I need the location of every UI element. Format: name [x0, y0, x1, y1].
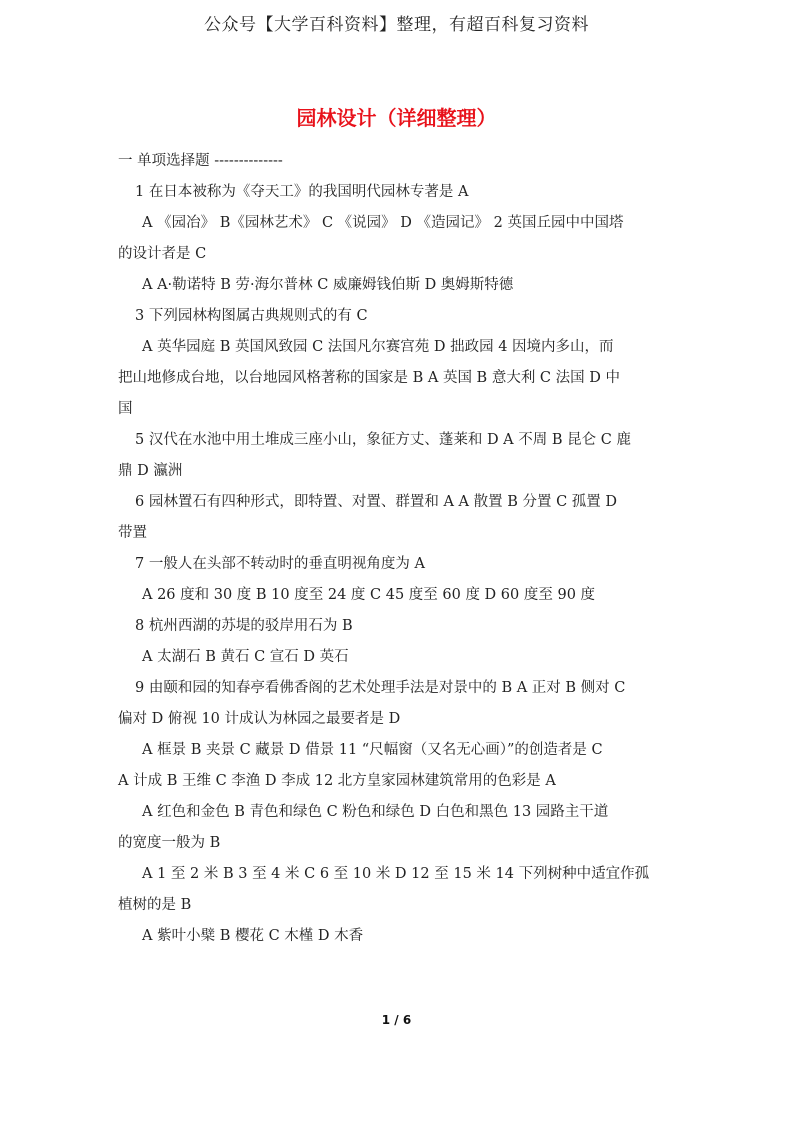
- question-2-continued: 的设计者是 C: [118, 246, 207, 262]
- question-4-continued: 把山地修成台地，以台地园风格著称的国家是 B A 英国 B 意大利 C 法国 D 中: [118, 370, 620, 386]
- question-4-continued-2: 国: [118, 401, 133, 417]
- question-5: 5 汉代在水池中用土堆成三座小山，象征方丈、蓬莱和 D A 不周 B 昆仑 C 鹿: [135, 432, 631, 448]
- question-6: 6 园林置石有四种形式，即特置、对置、群置和 A A 散置 B 分置 C 孤置 D: [135, 494, 618, 510]
- question-10-options: A 框景 B 夹景 C 藏景 D 借景 11 “尺幅窗（又名无心画）”的创造者是 C: [142, 742, 603, 758]
- question-1: 1 在日本被称为《夺天工》的我国明代园林专著是 A: [135, 184, 469, 200]
- question-14-continued: 植树的是 B: [118, 897, 192, 913]
- document-body: [118, 146, 674, 952]
- question-3: 3 下列园林构图属古典规则式的有 C: [135, 308, 368, 324]
- page-number: 1 / 6: [381, 1013, 412, 1027]
- question-7-options: A 26 度和 30 度 B 10 度至 24 度 C 45 度至 60 度 D 60 度至 90 度: [142, 587, 596, 603]
- question-8: 8 杭州西湖的苏堤的驳岸用石为 B: [135, 618, 353, 634]
- question-8-options: A 太湖石 B 黄石 C 宣石 D 英石: [142, 649, 349, 665]
- question-5-continued: 鼎 D 瀛洲: [118, 463, 183, 479]
- question-7: 7 一般人在头部不转动时的垂直明视角度为 A: [135, 556, 425, 572]
- question-13-continued: 的宽度一般为 B: [118, 835, 221, 851]
- question-6-continued: 带置: [118, 525, 147, 541]
- question-3-options: A 英华园庭 B 英国风致园 C 法国凡尔赛宫苑 D 拙政园 4 因境内多山，而: [142, 339, 614, 355]
- question-1-options: A 《园冶》 B《园林艺术》 C 《说园》 D 《造园记》 2 英国丘园中中国塔: [142, 215, 624, 231]
- question-12: A 计成 B 王维 C 李渔 D 李成 12 北方皇家园林建筑常用的色彩是 A: [118, 773, 556, 789]
- question-10: 偏对 D 俯视 10 计成认为林园之最要者是 D: [118, 711, 401, 727]
- page-header: 公众号【大学百科资料】整理，有超百科复习资料: [204, 15, 589, 35]
- question-2-options: A A·勒诺特 B 劳·海尔普林 C 威廉姆钱伯斯 D 奥姆斯特德: [142, 277, 514, 293]
- document-title: 园林设计（详细整理）: [296, 106, 497, 130]
- question-14-options: A 紫叶小檗 B 樱花 C 木槿 D 木香: [142, 928, 364, 944]
- question-13-options: A 1 至 2 米 B 3 至 4 米 C 6 至 10 米 D 12 至 15 米 14 下列树种中适宜作孤: [142, 866, 650, 882]
- question-9: 9 由颐和园的知春亭看佛香阁的艺术处理手法是对景中的 B A 正对 B 侧对 C: [135, 680, 626, 696]
- section-heading: 一 单项选择题 --------------: [118, 153, 283, 169]
- question-12-options: A 红色和金色 B 青色和绿色 C 粉色和绿色 D 白色和黑色 13 园路主干道: [142, 804, 609, 820]
